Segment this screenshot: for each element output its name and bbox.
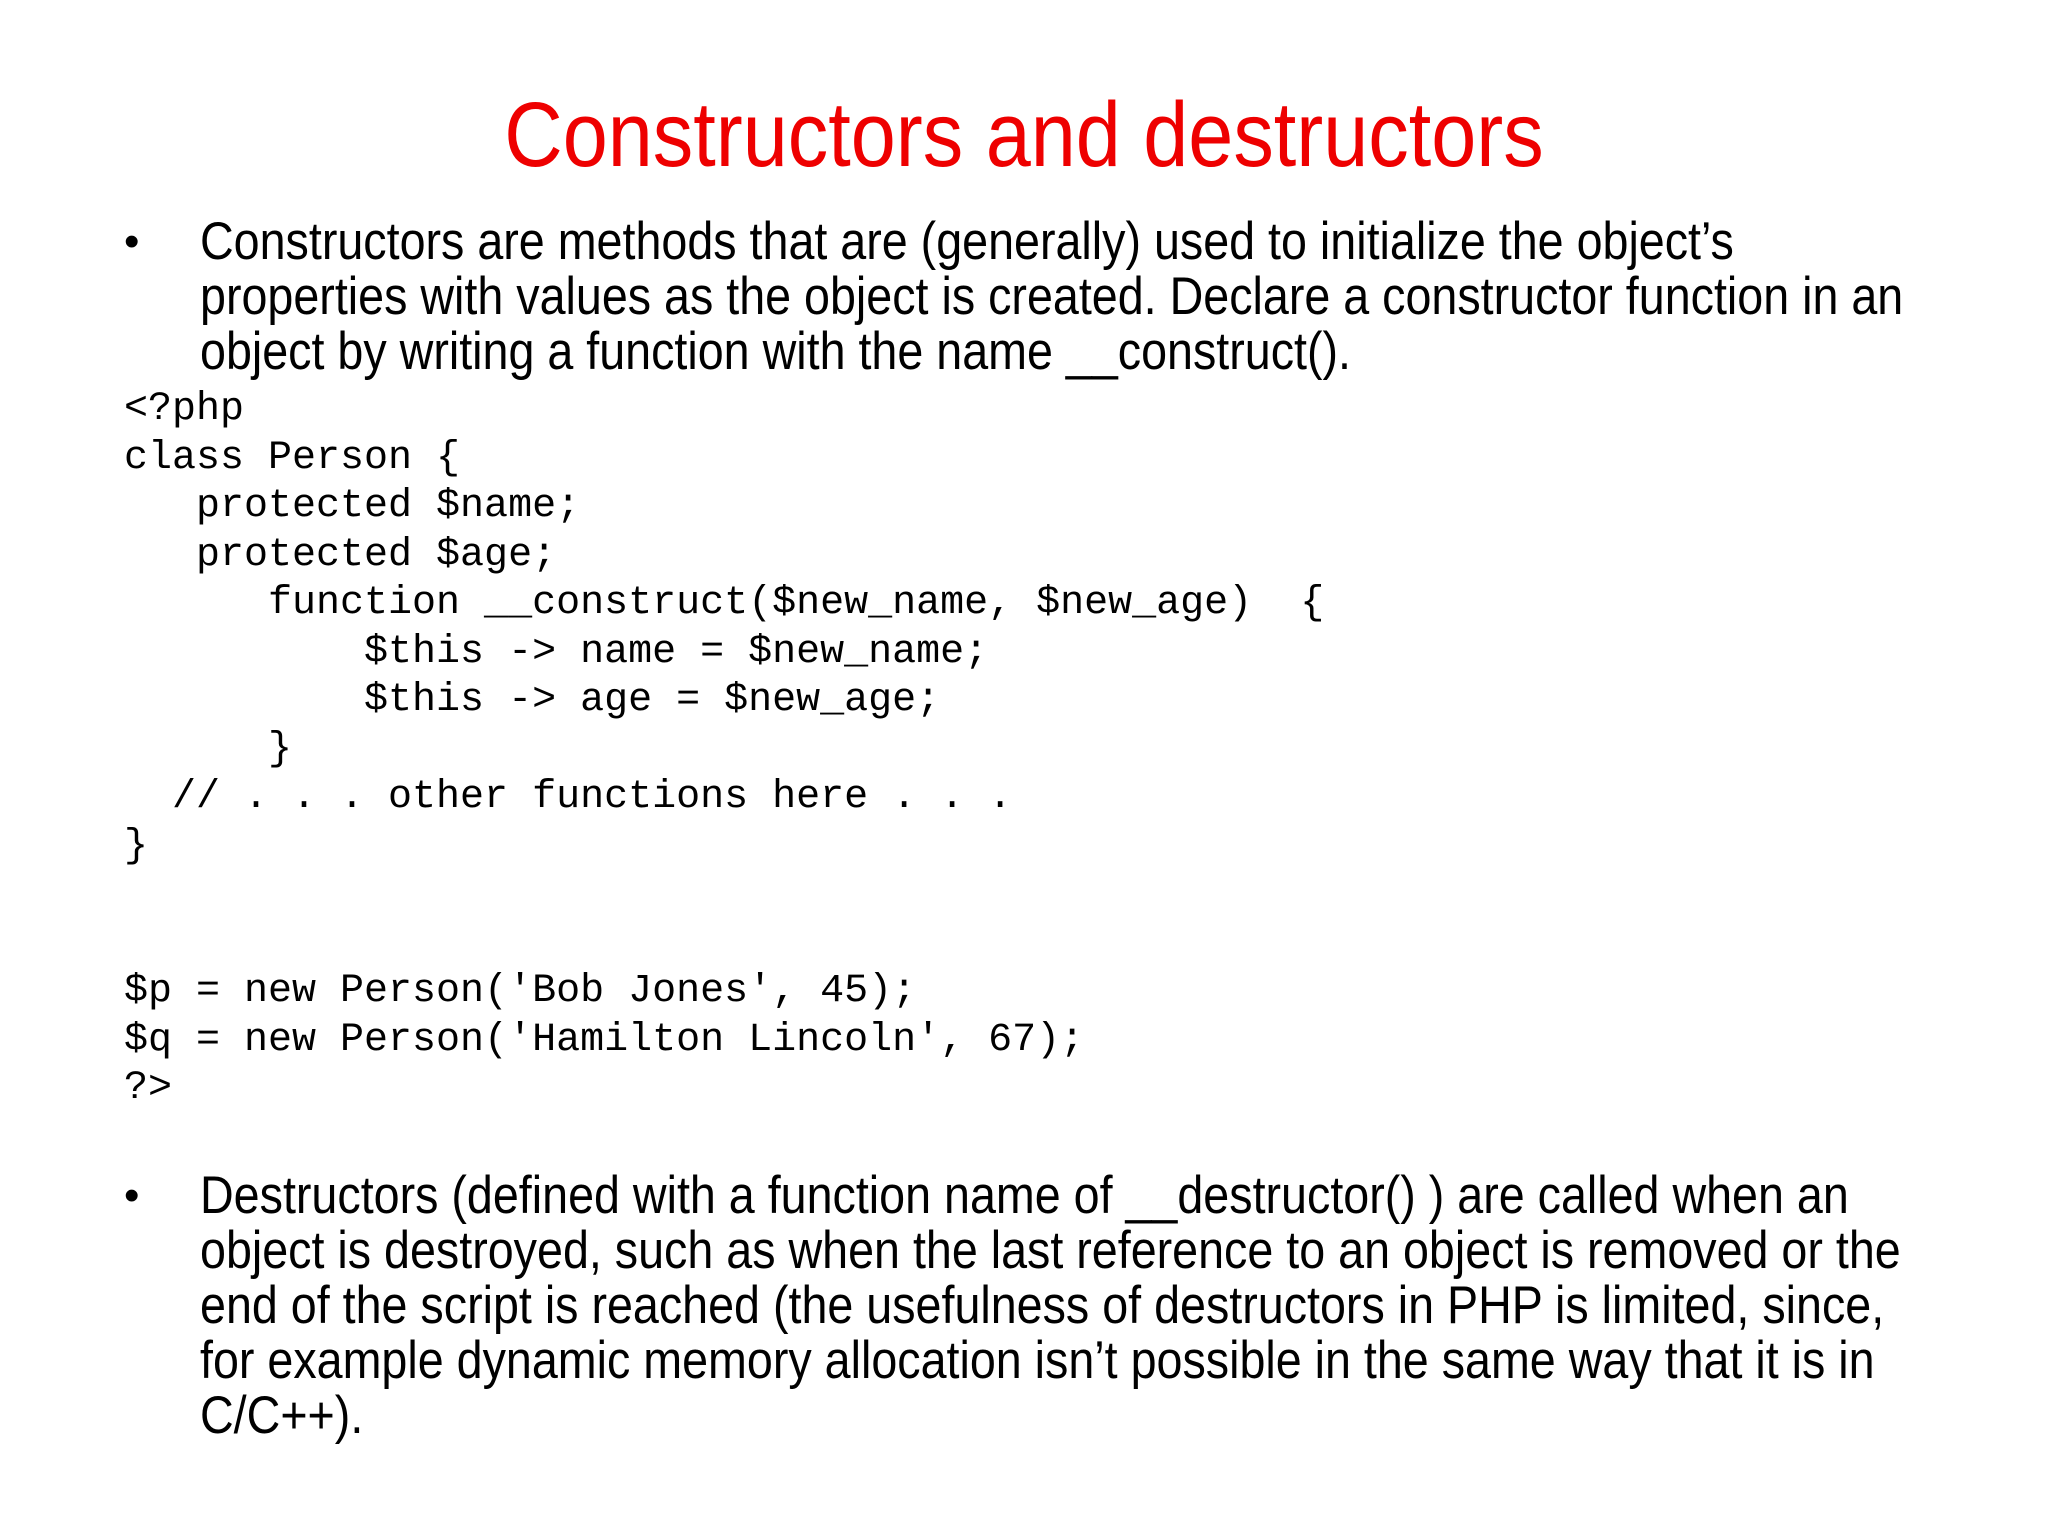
- bullet-line: properties with values as the object is created. Declare a constructor function in an: [200, 267, 1904, 326]
- code-block: [124, 386, 1324, 1114]
- code-line: [124, 920, 1324, 969]
- code-line: // . . . other functions here . . .: [124, 775, 1013, 820]
- code-line: class Person {: [124, 435, 461, 481]
- code-line: protected $name;: [124, 484, 581, 529]
- bullet-line: object by writing a function with the name __construct().: [200, 322, 1352, 381]
- bullet-line: Destructors (defined with a function name of __destructor() ) are called when an: [200, 1166, 1849, 1225]
- code-line: }: [124, 726, 293, 772]
- bullet-line: C/C++).: [200, 1386, 364, 1445]
- bullet-text: [200, 1166, 1901, 1445]
- code-line: }: [124, 823, 149, 869]
- code-line: <?php: [124, 387, 245, 432]
- code-line: $p = new Person('Bob Jones', 45);: [124, 969, 917, 1014]
- code-line: $this -> name = $new_name;: [124, 629, 989, 675]
- bullet-marker: •: [124, 217, 140, 266]
- bullet-line: for example dynamic memory allocation isn’t possible in the same way that it is in: [200, 1331, 1875, 1390]
- slide-title: Constructors and destructors: [504, 84, 1544, 186]
- code-line: [124, 871, 1324, 920]
- bullet-text: [200, 212, 1904, 381]
- bullet-line: end of the script is reached (the usefulness of destructors in PHP is limited, since,: [200, 1276, 1885, 1335]
- code-line: function __construct($new_name, $new_age) {: [124, 581, 1325, 626]
- code-line: $this -> age = $new_age;: [124, 678, 941, 723]
- code-line: protected $age;: [124, 532, 557, 578]
- bullet-line: Constructors are methods that are (generally) used to initialize the object’s: [200, 212, 1734, 271]
- code-line: $q = new Person('Hamilton Lincoln', 67);: [124, 1017, 1085, 1063]
- bullet-line: object is destroyed, such as when the last reference to an object is removed or the: [200, 1221, 1901, 1280]
- bullet-marker: •: [124, 1171, 140, 1220]
- code-line: ?>: [124, 1066, 173, 1111]
